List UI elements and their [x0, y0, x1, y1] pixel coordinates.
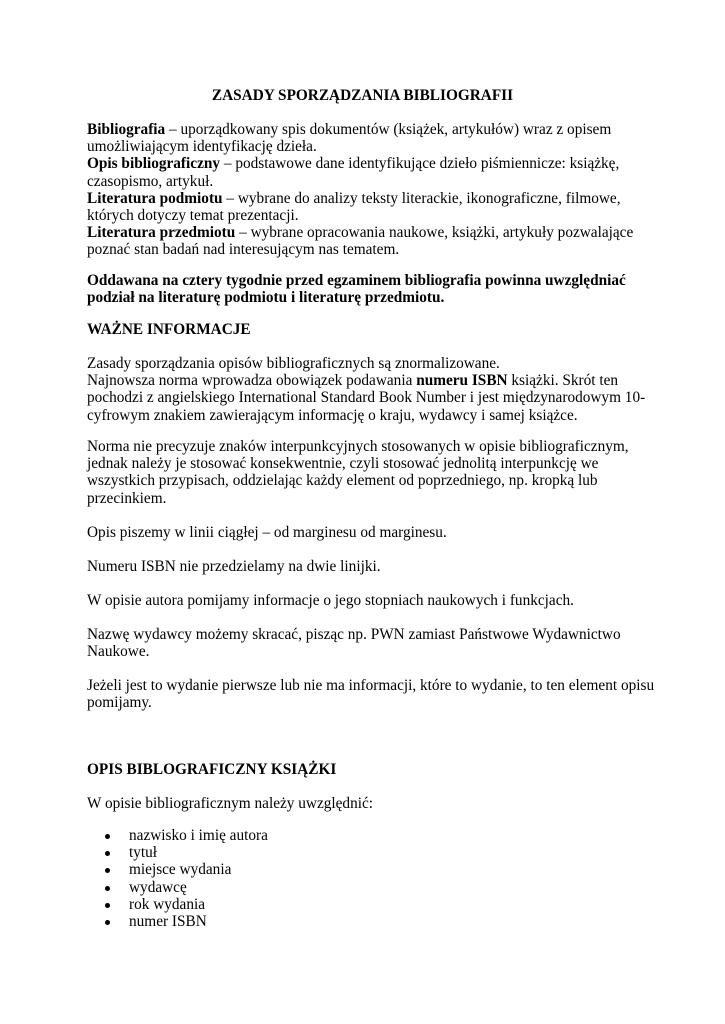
list-item: rok wydania	[87, 896, 268, 913]
notice-paragraph: Oddawana na cztery tygodnie przed egzaminem bibliografia powinna uwzględniać podział na literaturę podmiotu i literaturę przedmiotu.	[87, 272, 626, 307]
bullet-icon	[105, 920, 110, 925]
list-item: wydawcę	[87, 879, 268, 896]
definition-text: – wybrane opracowania naukowe, książki, artykuły pozwalające poznać stan badań nad interesującym nas tematem.	[87, 224, 634, 259]
section-heading-important: WAŻNE INFORMACJE	[87, 321, 251, 338]
publisher-paragraph: Nazwę wydawcy możemy skracać, pisząc np. PWN zamiast Państwowe Wydawnictwo Naukowe.	[87, 626, 621, 661]
norm-line: Zasady sporządzania opisów bibliograficznych są znormalizowane.	[87, 355, 500, 372]
bullet-icon	[105, 868, 110, 873]
definition-term: Literatura podmiotu	[87, 189, 223, 207]
norm-text-post: książki. Skrót ten pochodzi z angielskiego International Standard Book Number i jest międzynarodowym 10-cyfrowym znakiem zawierającym informację o kraju, wydawcy i samej książce.	[87, 372, 646, 424]
list-item: numer ISBN	[87, 913, 268, 930]
author-paragraph: W opisie autora pomijamy informacje o jego stopniach naukowych i funkcjach.	[87, 592, 574, 609]
isbn-paragraph: Numeru ISBN nie przedzielamy na dwie linijki.	[87, 558, 381, 575]
edition-paragraph: Jeżeli jest to wydanie pierwsze lub nie ma informacji, które to wydanie, to ten element opisu pomijamy.	[87, 677, 655, 712]
bullet-icon	[105, 886, 110, 891]
continuous-line-paragraph: Opis piszemy w linii ciągłej – od marginesu od marginesu.	[87, 524, 447, 541]
list-item: tytuł	[87, 844, 268, 861]
section-heading-book: OPIS BIBLOGRAFICZNY KSIĄŻKI	[87, 761, 337, 778]
definition-text: – wybrane do analizy teksty literackie, ikonograficzne, filmowe, których dotyczy temat prezentacji.	[87, 189, 621, 225]
page-title: ZASADY SPORZĄDZANIA BIBLIOGRAFII	[211, 87, 514, 104]
bullet-icon	[105, 903, 110, 908]
isbn-bold: numeru ISBN	[416, 372, 508, 390]
elements-list	[87, 827, 268, 930]
definition-term: Opis bibliograficzny	[87, 155, 221, 173]
bullet-icon	[105, 851, 110, 856]
norm-paragraph	[87, 355, 657, 424]
definition-term: Bibliografia	[87, 121, 166, 138]
definition-text: – podstawowe dane identyfikujące dzieło piśmiennicze: książkę, czasopismo, artykuł.	[87, 155, 620, 190]
definition-text: – uporządkowany spis dokumentów (książek, artykułów) wraz z opisem umożliwiającym identyfikację dzieła.	[87, 121, 612, 156]
definitions-paragraph	[87, 121, 657, 259]
punctuation-paragraph: Norma nie precyzuje znaków interpunkcyjnych stosowanych w opisie bibliograficznym, jednak należy je stosować konsekwentnie, czyli stosować jednolitą interpunkcję we wszystkich przypisach, oddzielając każdy element od poprzedniego, np. kropką lub przecinkiem.	[87, 438, 629, 507]
bullet-icon	[105, 834, 110, 839]
list-intro: W opisie bibliograficznym należy uwzględnić:	[87, 795, 374, 812]
list-item: nazwisko i imię autora	[87, 827, 268, 844]
list-item: miejsce wydania	[87, 861, 268, 878]
definition-term: Literatura przedmiotu	[87, 224, 236, 242]
norm-text-pre: Najnowsza norma wprowadza obowiązek podawania	[87, 372, 417, 390]
